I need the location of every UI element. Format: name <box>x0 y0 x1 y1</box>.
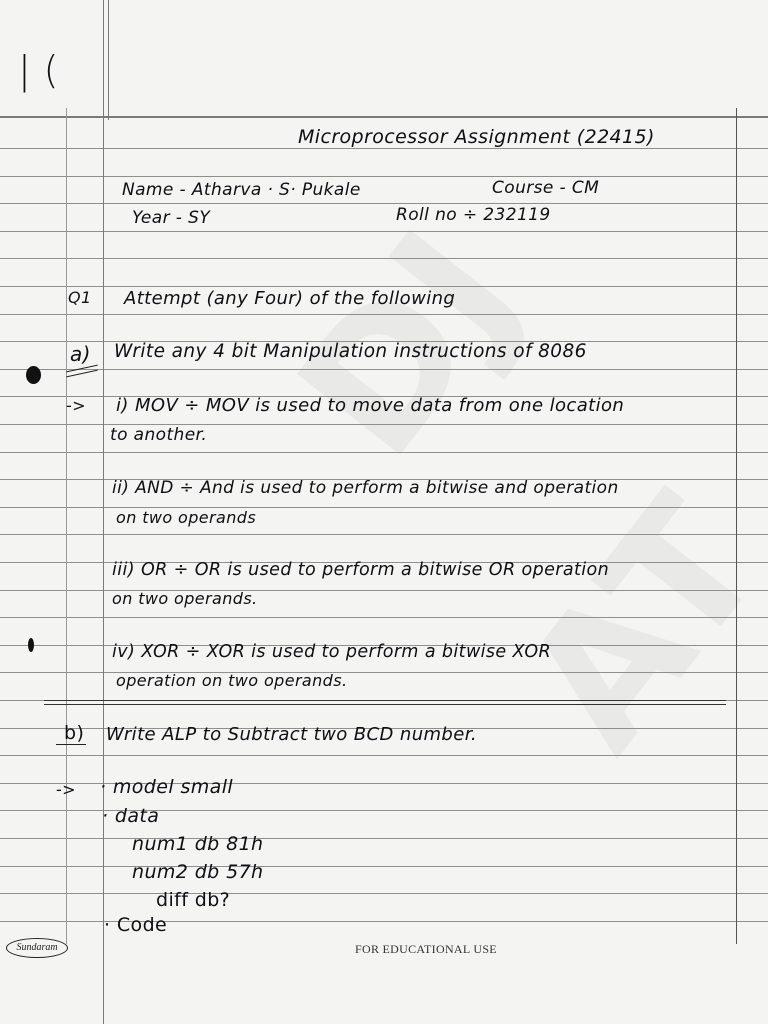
ruled-line <box>0 452 768 453</box>
top-margin-line <box>0 116 768 118</box>
part-a-prompt: Write any 4 bit Manipulation instructions of 8086 <box>114 341 587 362</box>
left-margin-line-2 <box>108 0 109 120</box>
brand-logo: Sundaram <box>6 938 68 958</box>
ruled-line <box>0 148 768 149</box>
code-line: diff db? <box>156 889 231 911</box>
ruled-line <box>0 203 768 204</box>
answer-line: operation on two operands. <box>116 671 348 690</box>
left-margin-line <box>103 0 104 1024</box>
punch-hole <box>26 366 41 384</box>
ruled-line <box>0 893 768 894</box>
ruled-line <box>0 231 768 232</box>
part-b-prompt: Write ALP to Subtract two BCD number. <box>106 724 478 745</box>
part-b-label: b) <box>64 722 85 744</box>
course: Course - CM <box>492 178 600 198</box>
part-b-underline <box>56 744 86 745</box>
code-line: · Code <box>104 914 168 936</box>
right-margin-line <box>736 108 737 944</box>
part-b-arrow: -> <box>56 780 76 799</box>
answer-line: iv) XOR ÷ XOR is used to perform a bitwise XOR <box>112 642 552 662</box>
ruled-line <box>0 755 768 756</box>
corner-mark: | ( <box>18 48 59 92</box>
answer-line: ii) AND ÷ And is used to perform a bitwise and operation <box>112 478 619 498</box>
answer-line: iii) OR ÷ OR is used to perform a bitwise OR operation <box>112 560 610 580</box>
ruled-line <box>0 286 768 287</box>
answer-line: on two operands <box>116 508 257 527</box>
ruled-line <box>0 838 768 839</box>
ruled-line <box>0 258 768 259</box>
code-line: num2 db 57h <box>132 861 264 883</box>
question-number: Q1 <box>68 288 92 307</box>
code-line: · data <box>102 805 160 827</box>
question-instruction: Attempt (any Four) of the following <box>124 288 456 309</box>
ruled-line <box>0 314 768 315</box>
section-separator <box>44 700 726 701</box>
year: Year - SY <box>132 208 211 228</box>
answer-line: on two operands. <box>112 589 258 608</box>
ruled-line <box>0 534 768 535</box>
ruled-line <box>0 176 768 177</box>
ruled-line <box>0 369 768 370</box>
inner-margin-line <box>66 108 67 944</box>
ruled-line <box>0 617 768 618</box>
watermark <box>485 462 768 786</box>
part-a-label: a) <box>70 342 91 366</box>
section-separator <box>44 704 726 705</box>
answer-line: to another. <box>110 425 208 445</box>
answer-line: i) MOV ÷ MOV is used to move data from one location <box>116 395 625 416</box>
ruled-line <box>0 866 768 867</box>
student-name: Name - Atharva · S· Pukale <box>122 180 361 200</box>
punch-hole <box>28 638 34 652</box>
code-line: · model small <box>100 776 234 798</box>
roll-number: Roll no ÷ 232119 <box>396 205 551 225</box>
assignment-title: Microprocessor Assignment (22415) <box>298 126 655 148</box>
part-a-arrow: -> <box>66 396 86 415</box>
footer-note: FOR EDUCATIONAL USE <box>355 942 497 956</box>
code-line: num1 db 81h <box>132 833 264 855</box>
